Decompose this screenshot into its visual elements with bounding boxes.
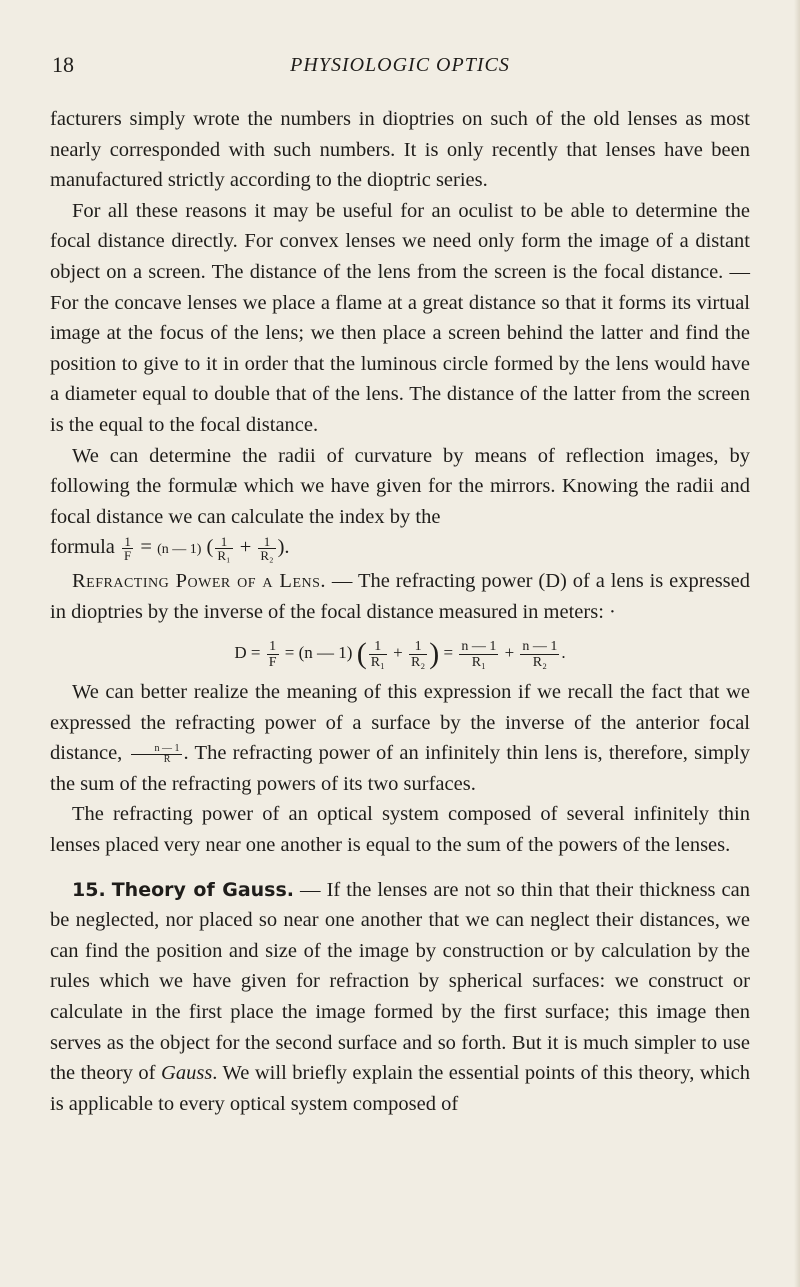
paragraph-6: The refracting power of an optical system composed of several infinitely thin lenses placed very near one another is equal to the sum of the powers of the lenses.: [50, 803, 750, 857]
inline-fraction-n1-over-r: $\frac{n — 1}{R}$: [131, 744, 182, 765]
paragraph-4: [50, 566, 750, 627]
fraction-1-over-f: $\frac{1}{F}$: [124, 534, 132, 564]
paragraph-3: [50, 441, 750, 533]
fraction-1-over-r1: $\frac{1}{\text{R₁}}$: [217, 534, 231, 564]
formula-word: formula: [50, 536, 115, 559]
symbol-d: D: [234, 643, 247, 663]
gauss-italic: Gauss: [161, 1062, 213, 1085]
eq-fraction-1-over-r1: $\frac{1}{\text{R₁}}$: [370, 638, 385, 670]
paragraph-3-text: We can determine the radii of curvature by means of reflection images, by following the formulæ which we have given for the mirrors. Knowing the radii and focal distance we can calculate the index by the: [50, 444, 750, 528]
page-header: [0, 52, 800, 82]
eq-n-minus-1: (n — 1): [298, 643, 353, 663]
paragraph-7-text-2: . We will briefly explain the essential points of this theory, which is applicable to every optical system composed of: [50, 1062, 751, 1115]
page-number: 18: [52, 52, 74, 77]
eq-fraction-n1-over-r2: $\frac{n — 1}{\text{R₂}}$: [522, 638, 558, 670]
paragraph-7: [50, 875, 750, 1120]
section-heading-refracting-power: Refracting Power of a Lens.: [72, 569, 327, 592]
paragraph-5-start: We can better realize the meaning of this expression if we recall the fact that we expressed the refracting power of a surface by the inverse of the anterior focal distance,: [50, 681, 750, 765]
eq-fraction-n1-over-r1: $\frac{n — 1}{\text{R₁}}$: [461, 638, 497, 670]
page-body: [50, 104, 750, 1119]
paragraph-4-text: — The refracting power (D) of a lens is expressed in dioptries by the inverse of the focal distance measured in meters: ·: [50, 569, 751, 623]
section-title-gauss: Theory of Gauss.: [111, 878, 295, 901]
n-minus-1-term: (n — 1): [157, 542, 202, 558]
paragraph-5-end: . The refracting power of an infinitely thin lens is, therefore, simply the sum of the refracting powers of its two surfaces.: [50, 742, 750, 795]
lensmaker-formula-line: formula $\frac{1}{F}$ = (n — 1) ( $\frac{1}{\text{R₁}}$ + $\frac{1}{\text{R₂}}$ ).: [50, 534, 290, 564]
paragraph-5: [50, 677, 750, 799]
paragraph-2: For all these reasons it may be useful for an oculist to be able to determine the focal distance directly. For convex lenses we need only form the image of a distant object on a screen. The distance of the lens from the screen is the focal distance. — For the concave lenses we place a flame at a great distance so that it forms its virtual image at the focus of the lens; we then place a screen behind the latter and find the position to give to it in order that the luminous circle formed by the lens would have a diameter equal to double that of the lens. The distance of the latter from the screen is the equal to the focal distance.: [50, 199, 750, 436]
paragraph-7-text-1: — If the lenses are not so thin that their thickness can be neglected, nor placed so near one another that we can neglect their distances, we can find the position and size of the image by construction or by calculation by the rules which we have given for refraction by spherical surfaces: we construct or calculate in the first place the image formed by the first surface; this image then serves as the object for the second surface and so forth. But it is much simpler to use the theory of: [50, 878, 750, 1085]
running-title: PHYSIOLOGIC OPTICS: [290, 54, 510, 76]
eq-fraction-1-over-f: $\frac{1}{F}$: [268, 638, 277, 670]
page-edge: [794, 0, 800, 1287]
eq-fraction-1-over-r2: $\frac{1}{\text{R₂}}$: [411, 638, 426, 670]
section-number: 15.: [72, 878, 106, 901]
refracting-power-equation: D = $\frac{1}{F}$ = (n — 1) ( $\frac{1}{\text{R₁}}$ + $\frac{1}{\text{R₂}}$ ) = $\frac{n — 1}{\text{R₁}}$ + $\frac{n — 1}{\text{R₂}}$ .: [234, 637, 566, 671]
fraction-1-over-r2: $\frac{1}{\text{R₂}}$: [260, 534, 274, 564]
paragraph-1: facturers simply wrote the numbers in dioptries on such of the old lenses as most nearly corresponded with such numbers. It is only recently that lenses have been manufactured strictly according to the dioptric series.: [50, 108, 750, 192]
